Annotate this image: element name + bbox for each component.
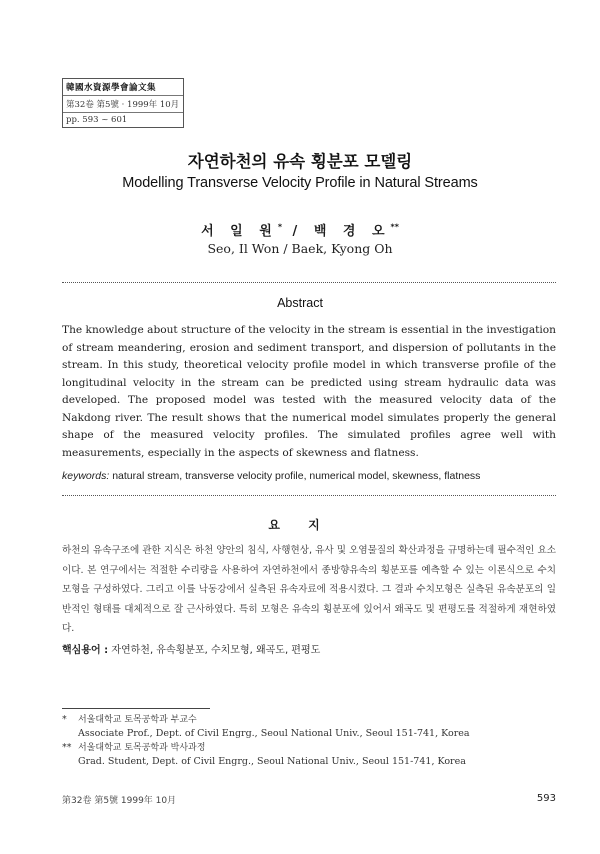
korean-abstract-text: 하천의 유속구조에 관한 지식은 하천 양안의 침식, 사행현상, 유사 및 오염물질의 확산과정을 규명하는데 필수적인 요소이다. 본 연구에서는 적절한 수리량을 사용하여 자연하천에서 종방향유속의 횡분포를 예측할 수 있는 이론식으로 수치모형을 구성하였다. 그리고 이를 낙동강에서 실측된 유속자료에 적용시켰다. 그 결과 수치모형은 실측된 유속분포의 일반적인 형태를 대체적으로 잘 근사하였다. 특히 모형은 유속의 횡분포에 있어서 왜곡도 및 편평도를 적절하게 재현하였다. [62,545,556,634]
footnote-rule [62,708,210,709]
journal-name: 韓國水資源學會論文集 [63,79,183,96]
footnote-2-korean [62,741,556,755]
page-footer [62,793,556,806]
page-number: 593 [536,793,556,804]
author-1-mark: * [277,222,282,232]
authors-english: Seo, Il Won / Baek, Kyong Oh [207,241,393,256]
paper-title-english: Modelling Transverse Velocity Profile in Natural Streams [122,175,478,191]
footnote-1-affiliation-ko: 서울대학교 토목공학과 부교수 [78,715,197,725]
author-2-mark: ** [390,222,399,232]
divider-middle [62,495,556,496]
abstract-text: The knowledge about structure of the velocity in the stream is essential in the investigation of stream meandering, erosion and sediment transport, and dispersion of pollutants in the stream. In this study, theoretical velocity profile model in which transverse profile of the longitudinal velocity in the stream can be predicted using stream hydraulic data was developed. The proposed model was tested with the measured velocity data of the Nakdong river. The result shows that the numerical model simulates properly the general shape of the measured velocity profiles. The simulated profiles agree well with measurements, especially in the aspects of skewness and flatness. [62,324,556,459]
keywords-list: natural stream, transverse velocity profile, numerical model, skewness, flatness [112,470,481,482]
paper-title-korean: 자연하천의 유속 횡분포 모델링 [187,152,413,171]
korean-abstract-heading: 요 지 [268,518,332,532]
authors-korean [0,220,600,239]
abstract-heading: Abstract [277,296,323,310]
footnote-2-mark: ** [62,742,72,753]
footnote-1-mark: * [62,714,67,725]
footnotes [62,713,556,769]
korean-keywords-list: 자연하천, 유속횡분포, 수치모형, 왜곡도, 편평도 [111,645,321,656]
journal-info-box [62,78,184,128]
english-keywords [62,470,556,482]
author-1-name: 서 일 원 [201,224,278,239]
footnote-2-affiliation-ko: 서울대학교 토목공학과 박사과정 [78,743,206,753]
author-separator: / [282,224,314,239]
journal-volume-issue: 第32卷 第5號 · 1999年 10月 [63,96,183,113]
korean-keywords-label: 핵심용어 : [62,645,109,656]
journal-pages: pp. 593 ~ 601 [66,115,128,125]
footnote-2-affiliation-en: Grad. Student, Dept. of Civil Engrg., Seoul National Univ., Seoul 151-741, Korea [78,756,466,767]
korean-keywords [62,641,556,656]
footnote-1-korean [62,713,556,727]
author-2-name: 백 경 오 [313,224,391,239]
keywords-label: keywords: [62,470,110,482]
divider-top [62,282,556,283]
footer-issue: 第32卷 第5號 1999年 10月 [62,796,177,806]
footnote-1-affiliation-en: Associate Prof., Dept. of Civil Engrg., Seoul National Univ., Seoul 151-741, Korea [78,728,470,739]
